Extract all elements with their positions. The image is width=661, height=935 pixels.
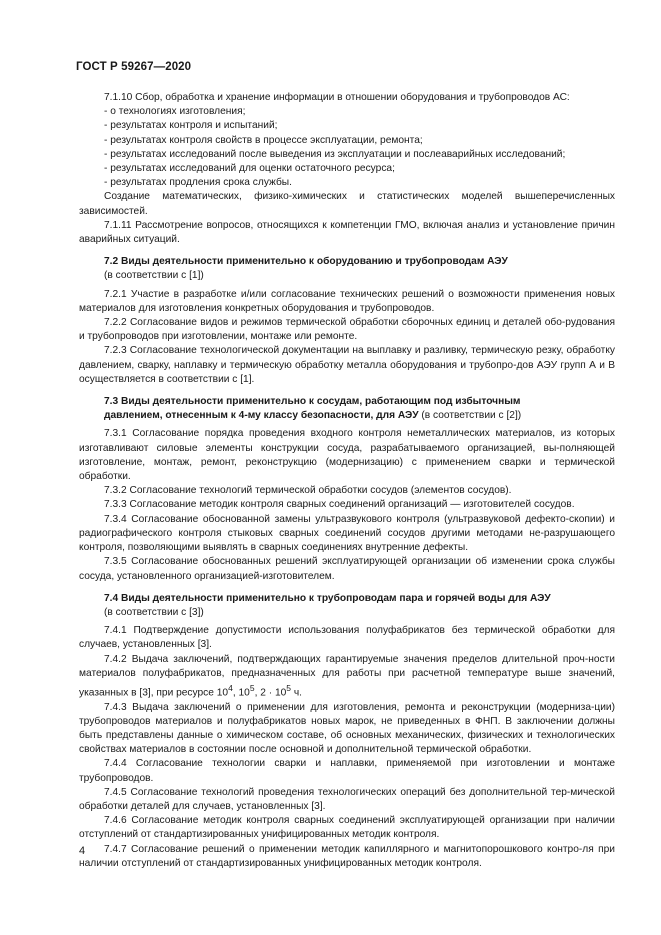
document-header: ГОСТ Р 59267—2020	[76, 61, 192, 73]
clause-7-4-3: 7.4.3 Выдача заключений о применении для изготовления, ремонта и реконструкции (модерниза-ции) трубопроводов материалов и полуфабрикатов новых марок, не приведенных в ФНП. В заключении должны быть представлены данные о химическом составе, об основных механических, физических и технологических свойствах материалов в состоянии после основной и дополнительной термической обработки.	[79, 701, 615, 756]
section-reference-7-2: (в соответствии с [1])	[104, 270, 204, 282]
clause-7-3-4: 7.3.4 Согласование обоснованной замены ультразвукового контроля (ультразвуковой дефекто-скопии) и радиографического контроля стыковых сварных соединений сосудов другими методами не-разрушающего контроля, позволяющими выявлять в сварных соединениях внутренние дефекты.	[79, 513, 615, 554]
clause-7-2-1: 7.2.1 Участие в разработке и/или согласование технических решений о возможности применения новых материалов для изготовления конкретных оборудования и трубопроводов.	[79, 288, 615, 314]
list-item: - о технологиях изготовления;	[104, 106, 246, 118]
section-heading-7-4: 7.4 Виды деятельности применительно к трубопроводам пара и горячей воды для АЭУ	[104, 592, 551, 604]
clause-7-2-2: 7.2.2 Согласование видов и режимов термической обработки сборочных единиц и деталей обо-рудования и трубопроводов при изготовлении, монтаже или ремонте.	[79, 317, 615, 343]
page-number: 4	[79, 845, 86, 857]
clause-7-4-7: 7.4.7 Согласование решений о применении методик капиллярного и магнитопорошкового контро-ля при наличии отступлений от стандартизированных унифицированных методик контроля.	[79, 843, 615, 869]
clause-7-4-2	[79, 653, 615, 701]
section-heading-7-3-line2	[79, 409, 615, 423]
models-paragraph: Создание математических, физико-химических и статистических моделей вышеперечисленных зависимостей.	[79, 191, 615, 217]
section-reference-7-3: (в соответствии с [2])	[421, 410, 522, 422]
clause-7-3-5: 7.3.5 Согласование обоснованных решений эксплуатирующей организации об изменении срока службы сосуда, установленного организацией-изготовителем.	[79, 556, 615, 582]
clause-7-3-1: 7.3.1 Согласование порядка проведения входного контроля неметаллических материалов, из которых изготавливают силовые элементы конструкции сосуда, разрабатываемого организацией, вы-полняющей изготовление, монтаж, ремонт, реконструкцию (модернизацию) с применением сварки и термической обработки.	[79, 428, 615, 483]
clause-7-4-2-sep: , 10	[232, 687, 250, 699]
clause-7-4-4: 7.4.4 Согласование технологии сварки и наплавки, применяемой при изготовлении и монтаже трубопроводов.	[79, 758, 615, 784]
exponent: 4	[228, 682, 233, 693]
clause-7-4-6: 7.4.6 Согласование методик контроля сварных соединений эксплуатирующей организации при наличии отступлений от стандартизированных унифицированных методик контроля.	[79, 815, 615, 841]
clause-7-4-1: 7.4.1 Подтверждение допустимости использования полуфабрикатов без термической обработки для случаев, установленных [3].	[79, 625, 615, 651]
list-item: - результатах исследований после выведения из эксплуатации и послеаварийных исследований;	[104, 148, 566, 160]
clause-7-1-10: 7.1.10 Сбор, обработка и хранение информации в отношении оборудования и трубопроводов АС:	[104, 92, 570, 103]
exponent: 5	[249, 682, 255, 693]
exponent: 5	[286, 682, 292, 693]
list-item: - результатах контроля свойств в процессе эксплуатации, ремонта;	[104, 134, 423, 146]
document-body	[79, 91, 615, 871]
list-item: - результатах продления срока службы.	[104, 177, 292, 189]
clause-7-4-5: 7.4.5 Согласование технологий проведения технологических операций без дополнительной тер-мической обработки деталей для случаев, установленных [3].	[79, 786, 615, 812]
clause-7-4-2-sep: , 2 · 10	[254, 687, 287, 699]
clause-7-1-11: 7.1.11 Рассмотрение вопросов, относящихся к компетенции ГМО, включая анализ и установление причин аварийных ситуаций.	[79, 219, 615, 246]
section-heading-7-3-line1: 7.3 Виды деятельности применительно к сосудам, работающим под избыточным	[104, 396, 521, 408]
clause-7-4-2-unit: ч.	[291, 687, 302, 699]
section-heading-7-2: 7.2 Виды деятельности применительно к оборудованию и трубопроводам АЭУ	[104, 256, 508, 268]
list-item: - результатах исследований для оценки остаточного ресурса;	[104, 163, 395, 175]
section-heading-7-3-text: давлением, отнесенным к 4-му классу безопасности, для АЭУ	[104, 410, 419, 422]
list-item: - результатах контроля и испытаний;	[104, 120, 278, 132]
clause-7-3-2: 7.3.2 Согласование технологий термической обработки сосудов (элементов сосудов).	[104, 485, 512, 497]
clause-7-4-2-text: 7.4.2 Выдача заключений, подтверждающих гарантируемые значения пределов длительной проч-ности материалов полуфабрикатов, предназначенных для работы при расчетной температуре выше значений, указанных в [3], при ресурсе 10	[79, 653, 615, 699]
clause-7-3-3: 7.3.3 Согласование методик контроля сварных соединений организаций — изготовителей сосудов.	[104, 499, 575, 511]
section-reference-7-4: (в соответствии с [3])	[104, 606, 204, 618]
clause-7-2-3: 7.2.3 Согласование технологической документации на выплавку и разливку, термическую резку, обработку давлением, сварку, наплавку и термическую обработку металла оборудования и трубопро-дов АЭУ групп А и В осуществляется в соответствии с [1].	[79, 345, 615, 385]
